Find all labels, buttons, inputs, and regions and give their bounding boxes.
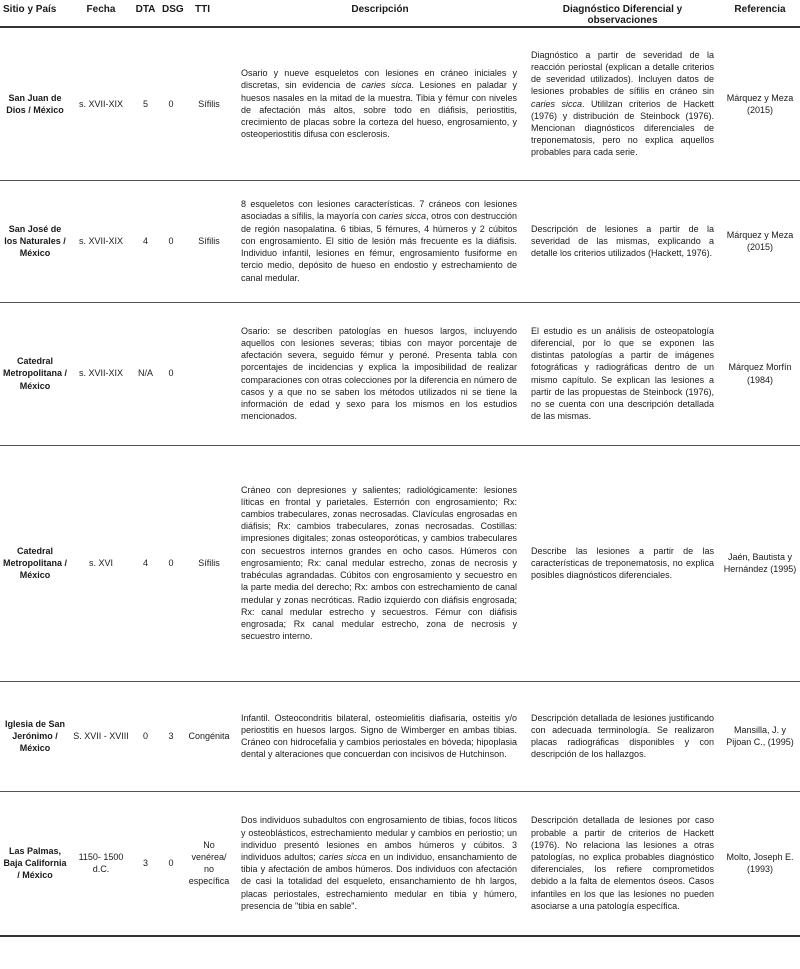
table-row (0, 180, 800, 302)
cell-fecha: s. XVII-XIX (70, 180, 132, 302)
cell-fecha: s. XVII-XIX (70, 302, 132, 445)
text-segment: Dos individuos subadultos con engrosamiento de tibias, focos líticos y osteoblásticos, estrechamiento medular y cambios en periostio; un individuo presentó lesiones en ambos húmeros y cúbitos. 3 individuos adultos; (241, 815, 517, 863)
italic-term: caries sicca (319, 852, 367, 863)
cell-dsg: 3 (159, 681, 183, 791)
cell-descripcion (235, 180, 525, 302)
cell-referencia: Molto, Joseph E. (1993) (720, 791, 800, 936)
cell-diagnostico (525, 302, 720, 445)
cell-dsg: 0 (159, 180, 183, 302)
header-descripcion: Descripción (235, 0, 525, 27)
cell-referencia: Mansilla, J. y Pijoan C., (1995) (720, 681, 800, 791)
cell-diagnostico (525, 791, 720, 936)
cell-fecha: S. XVII - XVIII (70, 681, 132, 791)
text-segment: Diagnóstico a partir de severidad de la reacción periostal (explican a detalle criterios de severidad utilizados). Incluyen datos de lesiones probables de sífilis en cráneo sin (531, 49, 714, 97)
cell-sitio: Catedral Metropolitana / México (0, 302, 70, 445)
cell-dsg: 0 (159, 27, 183, 180)
cell-tti: Congénita (183, 681, 235, 791)
italic-term: caries sicca (531, 98, 583, 109)
cell-referencia: Jaén, Bautista y Hernández (1995) (720, 445, 800, 681)
text-segment: Descripción detallada de lesiones por caso probable a partir de criterios de Hackett (1976). No relaciona las lesiones a otras patologías, no explica probables diagnóstico diferenciales, los refiere comprometidos debido a la falta de elementos óseos. Casos infantiles en los que las lesiones no pueden asociarse a una patología específica. (531, 815, 714, 911)
text-segment: Descripción detallada de lesiones justificando con adecuada terminología. Se realizaron placas radiográficas disponibles y con descripción de los hallazgos. (531, 712, 714, 760)
header-sitio: Sitio y País (0, 0, 70, 27)
text-segment: Describe las lesiones a partir de las características de treponematosis, no explica posibles diagnósticos diferenciales. (531, 545, 714, 581)
table-row (0, 302, 800, 445)
table-row (0, 445, 800, 681)
cell-fecha: s. XVI (70, 445, 132, 681)
cell-dta: N/A (132, 302, 159, 445)
text-segment: Cráneo con depresiones y salientes; radiológicamente: lesiones líticas en frontal y parietales. Esternón con engrosamiento; Rx: cambios trabeculares, zonas necrosadas. Clavículas engrosadas en diáfisis; Rx: cambios trabeculares, zonas necrosadas. Costillas: impresiones digitales; zonas osteoporóticas, y cambios trabeculares con secuestros internos grandes en ocho casos. Húmeros con engrosamiento; Rx: canal medular estrecho, zonas de necrosis y trabéculas agrandadas. Cúbitos con engrosamiento y secuestro en la parte media del derecho; Rx: ambos con estrechamiento de canal medular y zonas necróticas. Radio izquierdo con diáfisis engrosada; Rx: canal medular estrecho y secuestros. Fémur con diáfisis engrosada; Rx canal medular estrecho, zona de necrosis y secuestro interno. (241, 484, 517, 642)
header-row (0, 0, 800, 27)
cell-descripcion (235, 681, 525, 791)
header-referencia: Referencia (720, 0, 800, 27)
italic-term: caries sicca (361, 80, 412, 91)
cell-dta: 0 (132, 681, 159, 791)
cell-dsg: 0 (159, 302, 183, 445)
cell-dsg: 0 (159, 445, 183, 681)
cell-tti (183, 302, 235, 445)
text-segment: El estudio es un análisis de osteopatología diferencial, por lo que se exponen las distintas patologías a partir de imágenes fotográficas y radiográficas dentro de un mismo capítulo. Se explican las lesiones a partir de las propuestas de Steinbock (1976), no se cuenta con una descripción detallada de las mismas. (531, 325, 714, 422)
table-row (0, 791, 800, 936)
header-fecha: Fecha (70, 0, 132, 27)
italic-term: caries sicca (378, 211, 427, 222)
cell-tti: Sífilis (183, 27, 235, 180)
text-segment: Osario y nueve esqueletos con lesiones en cráneo iniciales y discretas, sin evidencia de (241, 68, 517, 91)
table-row (0, 681, 800, 791)
text-segment: Infantil. Osteocondritis bilateral, osteomielitis diafisaria, osteitis y/o periostitis en huesos largos. Signo de Wimberger en ambas tibias. Cráneo con hidrocefalia y cambios periostales en bóveda; hipoplasia dental y alteraciones que concuerdan con incisivos de Hutchinson. (241, 712, 517, 760)
text-segment: en un individuo, ensanchamiento de tibia y afectación de ambos húmeros. Dos individuos con afectación de casi la totalidad del esqueleto, ensanchamiento de hh largos, placas periostales, estrechamiento medular en tibia y húmero, presencia de "tibia en sable". (241, 852, 518, 911)
cell-descripcion (235, 445, 525, 681)
text-segment: Descripción de lesiones a partir de la severidad de las mismas, explicando a detalle los criterios utilizados (Hackett, 1976). (531, 223, 714, 259)
text-segment: . Utililzan criterios de Hackett (1976) y distribución de Steinbock (1976). Mencionan diagnósticos diferenciales de treponematosis, pero no explica aquellos probables para cada serie. (531, 98, 715, 158)
cell-dta: 5 (132, 27, 159, 180)
text-segment: , otros con destrucción de región nasopalatina. 6 tibias, 5 fémures, 4 húmeros y 2 cúbitos con engrosamiento. El sitio de lesión más frecuente es la diáfisis. Individuo infantil, lesiones en fémur, engrosamiento fusiforme en tercio medio, depósito de hueso en endostio y estrechamiento de canal medular. (241, 211, 518, 283)
cell-dsg: 0 (159, 791, 183, 936)
header-dta: DTA (132, 0, 159, 27)
table-row (0, 27, 800, 180)
header-diagnostico: Diagnóstico Diferencial y observaciones (525, 0, 720, 27)
cell-fecha: 1150- 1500 d.C. (70, 791, 132, 936)
cell-sitio: Las Palmas, Baja California / México (0, 791, 70, 936)
text-segment: . Lesiones en paladar y huesos nasales en la mitad de la muestra. Tibia y fémur con niveles de afectación más altos, sobre todo en diáfisis, periostitis, crecimiento de placas sobre la corteza del hueso, engrosamiento, y osteoperiostitis difusa con esclerosis. (241, 80, 517, 140)
cell-tti: Sífilis (183, 180, 235, 302)
cell-tti: No venérea/ no específica (183, 791, 235, 936)
cell-sitio: Catedral Metropolitana / México (0, 445, 70, 681)
cell-diagnostico (525, 27, 720, 180)
cell-referencia: Márquez Morfín (1984) (720, 302, 800, 445)
cell-fecha: s. XVII-XIX (70, 27, 132, 180)
cell-dta: 4 (132, 180, 159, 302)
table-body (0, 27, 800, 936)
header-dsg: DSG (159, 0, 183, 27)
text-segment: Osario: se describen patologías en huesos largos, incluyendo aquellos con lesiones severas; tibias con mayor porcentaje de afectación severa, seguido fémur y peroné. Presenta tabla con porcentajes de incidencias y explica la imposibilidad de realizar comparaciones con otras colecciones por la diferencia en número de casos y a que no se saben los métodos utilizados ni se tiene la información de edad y sexo para los mismos en los estudios mencionados. (241, 325, 517, 422)
cell-dta: 4 (132, 445, 159, 681)
cell-descripcion (235, 791, 525, 936)
cell-referencia: Márquez y Meza (2015) (720, 27, 800, 180)
cell-dta: 3 (132, 791, 159, 936)
cell-referencia: Márquez y Meza (2015) (720, 180, 800, 302)
cell-diagnostico (525, 445, 720, 681)
cell-sitio: San Juan de Dios / México (0, 27, 70, 180)
cell-tti: Sífilis (183, 445, 235, 681)
header-tti: TTI (183, 0, 235, 27)
cell-sitio: Iglesia de San Jerónimo / México (0, 681, 70, 791)
cell-descripcion (235, 27, 525, 180)
text-segment: 8 esqueletos con lesiones características. 7 cráneos con lesiones asociadas a sífilis, la mayoría con (241, 199, 517, 222)
cell-sitio: San José de los Naturales / México (0, 180, 70, 302)
cell-diagnostico (525, 180, 720, 302)
cell-descripcion (235, 302, 525, 445)
cell-diagnostico (525, 681, 720, 791)
